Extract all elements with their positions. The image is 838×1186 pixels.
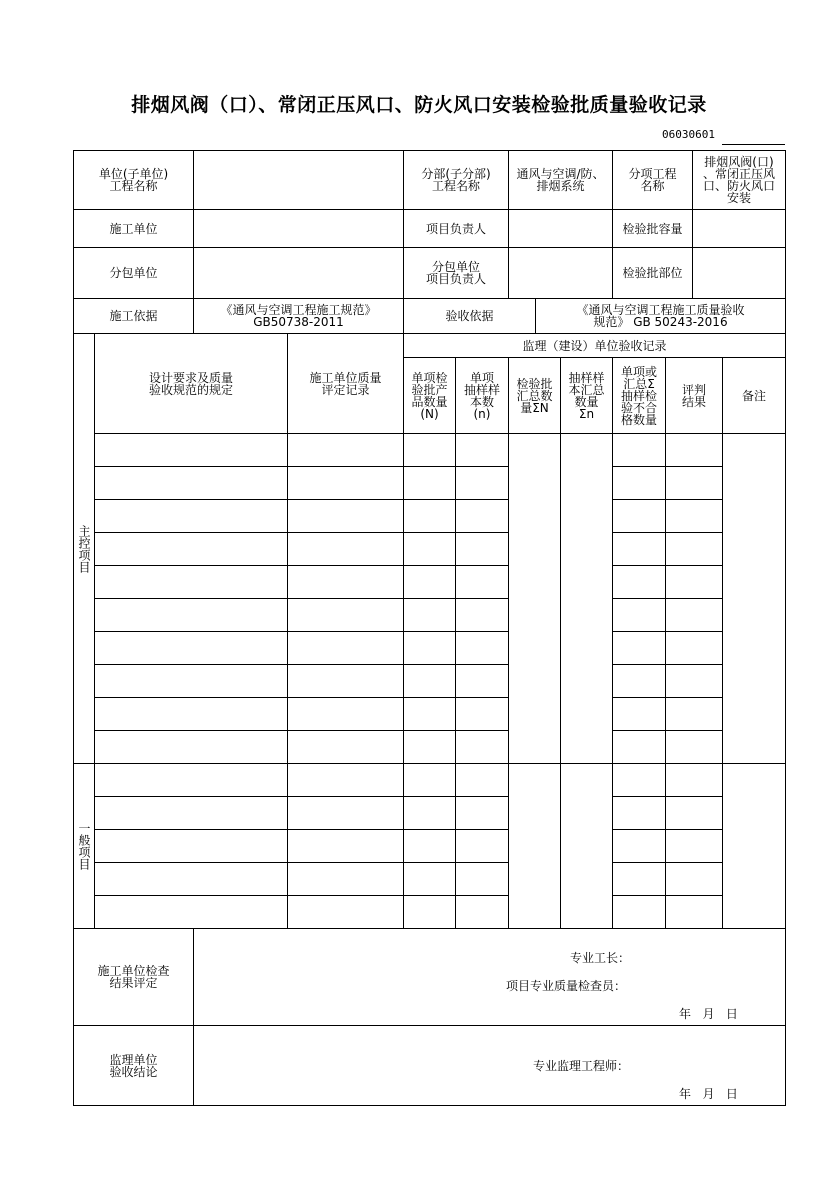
row-line [612,631,723,632]
col-design-req: 设计要求及质量 验收规范的规定 [148,370,233,397]
form-code-text: 06030601 [662,128,715,141]
row-line [94,730,509,731]
col-n-sample: 单项 抽样样 本数 (n) [463,370,500,421]
contractor-label: 施工单位 [109,221,158,236]
sub-manager-label: 分包单位 项目负责人 [425,260,486,286]
batch-location-value[interactable] [693,248,785,298]
row-line [94,796,509,797]
col-remark: 备注 [741,388,766,403]
section-main-control: 主控项目 [77,524,91,573]
vline [455,357,456,929]
batch-location-label: 检验批部位 [622,266,683,280]
supervision-header: 监理（建设）单位验收记录 [522,338,667,353]
item-value: 排烟风阀(口) 、常闭正压风 口、防火风口 安装 [702,155,775,205]
row-line [612,499,723,500]
form-code [662,128,785,145]
vline [193,928,194,1106]
supervisor-label: 监理单位 验收结论 [109,1052,158,1079]
border-right [785,150,786,1106]
acceptance-basis-label: 验收依据 [445,309,494,323]
row-line [94,697,509,698]
vline [560,357,561,929]
row-line [612,895,723,896]
vline [612,357,613,929]
row-line [612,697,723,698]
col-result: 评判 结果 [681,382,706,409]
col-n-count: 单项检 验批产 品数量 (N) [411,370,448,421]
row-line [94,532,509,533]
section-divider [73,763,786,764]
row-line [94,499,509,500]
row-line [612,565,723,566]
section-general: 一般项目 [77,822,91,870]
col-sum-n: 抽样样 本汇总 数量 Σn [568,370,605,421]
subcontractor-value[interactable] [194,248,403,298]
row-line [94,565,509,566]
date-contractor: 年 月 日 [679,1007,738,1021]
basis-label: 施工依据 [109,309,158,323]
foreman-label: 专业工长： [570,951,631,965]
row-line [94,862,509,863]
form-title: 排烟风阀（口）、常闭正压风口、防火风口安装检验批质量验收记录 [131,94,707,116]
border-bottom [73,1105,786,1106]
row-line [612,664,723,665]
row-line [612,730,723,731]
col-unqualified: 单项或 汇总Σ 抽样检 验不合 格数量 [620,364,657,427]
row-line [94,598,509,599]
form-code-underline [722,144,785,145]
supervising-engineer-label: 专业监理工程师： [533,1059,630,1073]
project-manager-label: 项目负责人 [425,221,486,236]
row-line [612,466,723,467]
row-line [612,862,723,863]
vline [722,357,723,929]
basis-value: 《通风与空调工程施工规范》 GB50738-2011 [220,303,377,329]
subsection-value: 通风与空调/防、 排烟系统 [516,167,605,193]
quality-inspector-label: 项目专业质量检查员： [506,979,627,993]
row-line [94,829,509,830]
row-line [94,631,509,632]
batch-capacity-label: 检验批容量 [622,221,683,236]
col-sum-N: 检验批 汇总数 量ΣN [516,376,553,415]
subcontractor-label: 分包单位 [109,266,158,280]
project-manager-value[interactable] [509,210,612,247]
row-line [94,895,509,896]
date-supervisor: 年 月 日 [679,1087,738,1101]
row-line [612,829,723,830]
contractor-check-label: 施工单位检查 结果评定 [97,964,170,990]
subsection-label: 分部(子分部) 工程名称 [421,167,491,193]
row-line [612,532,723,533]
contractor-value[interactable] [194,210,403,247]
vline [508,357,509,929]
row-line [612,598,723,599]
unit-name-value[interactable] [194,151,403,209]
sub-manager-value[interactable] [509,248,612,298]
batch-capacity-value[interactable] [693,210,785,247]
acceptance-basis-value: 《通风与空调工程施工质量验收 规范》 GB 50243-2016 [576,303,745,329]
vline [665,357,666,929]
hline [94,433,786,434]
row-line [94,466,509,467]
row-line [94,664,509,665]
col-contractor-record: 施工单位质量 评定记录 [309,370,382,397]
item-label: 分项工程 名称 [628,167,677,193]
row-line [612,796,723,797]
unit-name-label: 单位(子单位) 工程名称 [98,167,169,193]
